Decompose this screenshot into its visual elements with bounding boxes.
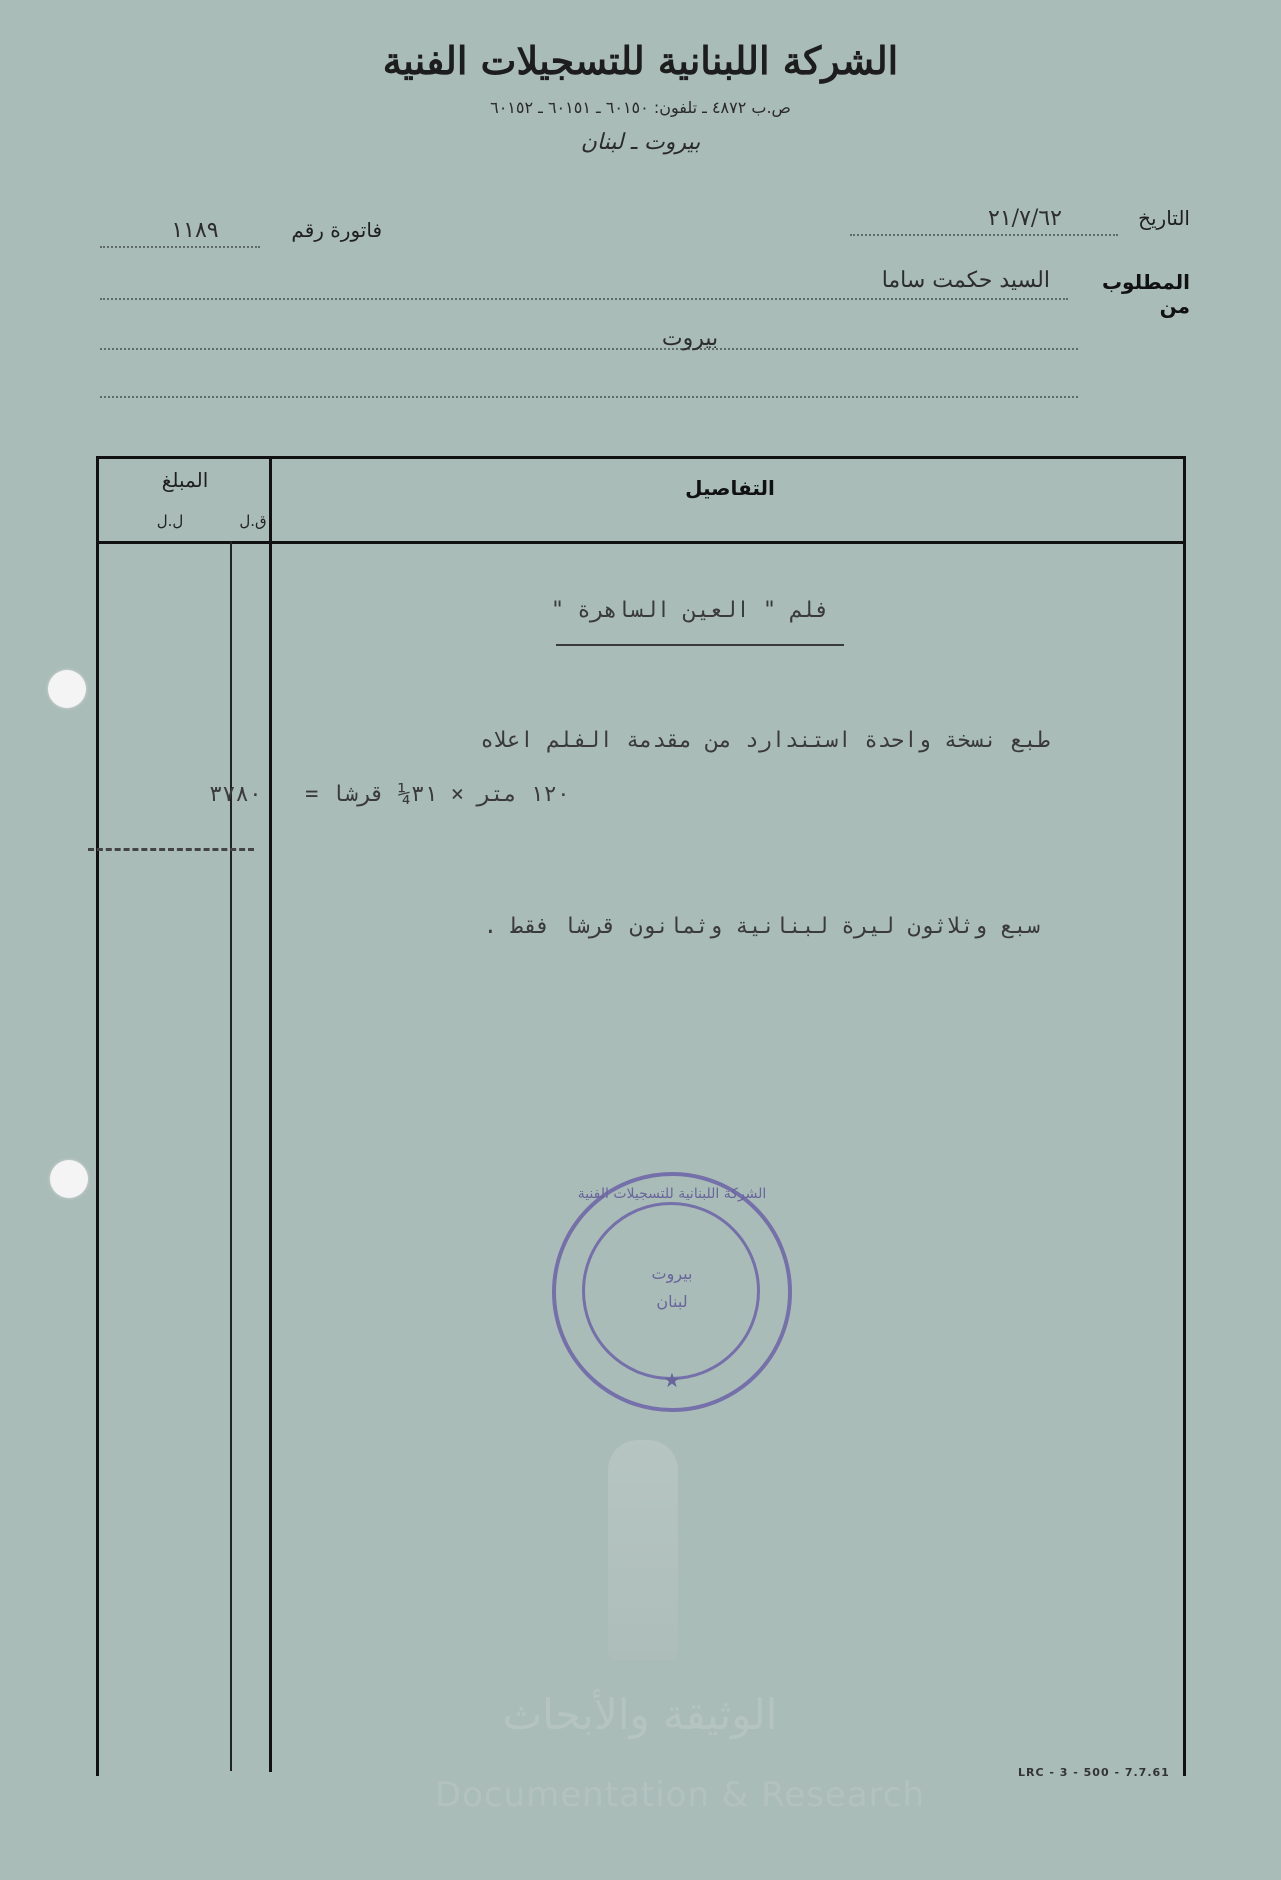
amount-sub-piastres: ق.ل (239, 512, 267, 530)
invoice-number-label: فاتورة رقم (291, 218, 382, 242)
watermark-arabic: الوثيقة والأبحاث (502, 1690, 778, 1739)
stamp-star-icon: ★ (663, 1368, 681, 1392)
watermark-english: Documentation & Research (434, 1775, 926, 1815)
punch-hole-bottom (50, 1160, 88, 1198)
company-city: بيروت ـ لبنان (580, 130, 701, 155)
date-value: ٢١/٧/٦٢ (988, 206, 1062, 231)
total-dashed-line (88, 848, 254, 851)
detail-line-2-formula: ١٢٠ متر × ٣١¼ قرشا = (305, 782, 570, 807)
stamp-ring-text: الشركة اللبنانية للتسجيلات الفنية (577, 1186, 767, 1202)
film-title: فلم " العين الساهرة " (550, 598, 830, 623)
invoice-number-dotted-line (100, 246, 260, 248)
table-header-border (96, 541, 1186, 544)
amount-header: المبلغ (161, 468, 209, 492)
watermark-logo-icon (608, 1440, 678, 1660)
date-label: التاريخ (1138, 206, 1190, 230)
detail-line-1: طبع نسخة واحدة استندارد من مقدمة الفلم اعلاه (480, 728, 1050, 753)
company-contact: ص.ب ٤٨٧٢ ـ تلفون: ٦٠١٥٠ ـ ٦٠١٥١ ـ ٦٠١٥٢ (490, 98, 791, 117)
stamp-center-line-2: لبنان (656, 1292, 688, 1311)
detail-line-2-amount: ٣٧٨٠ (209, 782, 262, 807)
stamp-inner-ring (582, 1202, 760, 1380)
footer-form-code: LRC - 3 - 500 - 7.7.61 (1018, 1766, 1170, 1779)
stamp-center-line-1: بيروت (651, 1264, 693, 1283)
film-title-underline (556, 644, 844, 646)
punch-hole-top (48, 670, 86, 708)
table-right-border (1183, 456, 1186, 1776)
requested-from-label: المطلوب من (1101, 270, 1190, 318)
recipient-dotted-line (100, 298, 1068, 300)
table-left-border (96, 456, 99, 1776)
address-dotted-line (100, 396, 1078, 398)
invoice-number-value: ١١٨٩ (171, 218, 219, 243)
date-dotted-line (850, 234, 1118, 236)
company-stamp (552, 1172, 792, 1412)
recipient-city: بيروت (661, 326, 719, 351)
amount-sub-pounds: ل.ل (156, 512, 184, 530)
amount-subcolumn-divider (230, 541, 232, 1771)
total-in-words: سبع وثلاثون ليرة لبنانية وثمانون قرشا فقط . (483, 914, 1040, 939)
company-name: الشركة اللبنانية للتسجيلات الفنية (382, 38, 899, 83)
table-top-border (96, 456, 1186, 459)
details-header: التفاصيل (685, 476, 775, 500)
recipient-name: السيد حكمت ساما (881, 268, 1050, 293)
amount-column-divider (269, 456, 272, 1772)
